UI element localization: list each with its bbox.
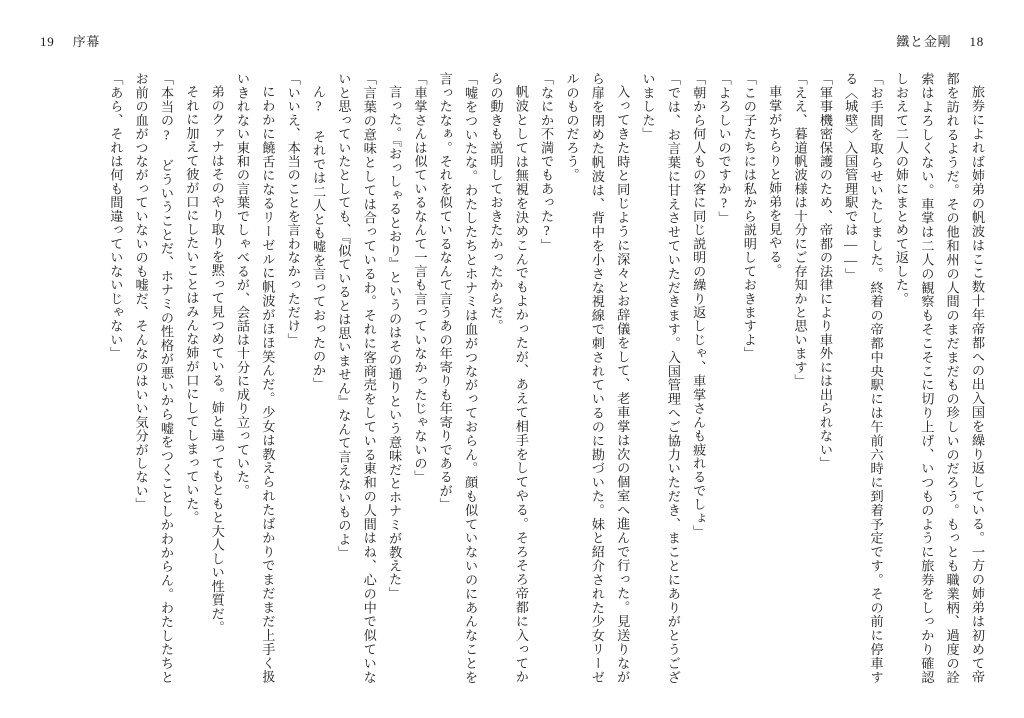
body-paragraph: 「いいえ、本当のことを言わなかっただけ」: [285, 72, 301, 347]
body-paragraph: 「では、お言葉に甘えさせていただきます。入国管理へご協力いただき、まことにありがとうございました」: [640, 72, 681, 684]
book-title: 鐵と金剛: [896, 34, 952, 49]
body-paragraph: 「朝から何人もの客に同じ説明の繰り返しじゃ、車掌さんも疲れるでしょ」: [691, 72, 707, 539]
page-body: [34, 72, 990, 684]
body-paragraph: 入ってきた時と同じように深々とお辞儀をして、老車掌は次の個室へ進んで行った。見送りながら扉を閉めた帆波は、背中を小さな視線で刺されているのに勘づいた。妹と紹介された少女リーゼルのものだろう。: [564, 72, 631, 684]
body-paragraph: ん? それでは二人とも嘘を言っておったのか」: [311, 85, 327, 391]
body-paragraph: 「よろしいのですか?」: [716, 72, 732, 225]
chapter-title: 序幕: [72, 34, 101, 49]
body-paragraph: 旅券によれば姉弟の帆波はここ数十年帝都への出入国を繰り返している。一方の姉弟は初めて帝都を訪れるようだ。その他和州の人間のまだまだもの珍しいのだろう。もっとも職業柄、過度の詮索はよろしくない。車掌は二人の観察もそこそこに切り上げ、いつものように旅券をしっかり確認しおえて二人の姉にまとめて返した。: [893, 72, 985, 684]
body-paragraph: 「嘘をついたな。わたしたちとホナミは血がつながっておらん。顔も似ていないのにあんなことを言ったなぁ。それを似ているなんて言うあの年寄りも年寄りであるが」: [437, 72, 479, 684]
page-number-right: 18: [969, 34, 984, 49]
body-paragraph: 弟のクァナはそのやり取りを黙って見つめている。姉と違ってもともと大人しい性質だ。: [209, 85, 225, 635]
page-number-left: 19: [40, 34, 55, 49]
running-head-left: [40, 32, 100, 52]
running-head: [0, 32, 1024, 52]
body-paragraph: 「あら、それは何も間違っていないじゃない」: [108, 72, 124, 361]
body-paragraph: 「本当の? どういうことだ、ホナミの性格が悪いから嘘をつくことしかわからん。わたしたちとお前の血がつながっていないのも嘘だ、そんなのはいい気分がしない」: [133, 72, 174, 684]
body-paragraph: 言った。『おっしゃるとおり』というのはその通りという意味だとホナミが教えた」: [387, 85, 403, 601]
body-paragraph: にわかに饒舌になるリーゼルに帆波がほほ笑んだ。少女は教えられたばかりでまだまだ上手く扱いきれない東和の言葉でしゃべるが、会話は十分に成り立っていた。: [235, 72, 276, 684]
running-head-right: [896, 32, 984, 52]
vertical-text-block: [34, 72, 990, 684]
body-paragraph: 「軍事機密保護のため、帝都の法律により車外には出られない」: [817, 72, 833, 471]
body-paragraph: それに加えて彼が口にしたいことはみんな姉が口にしてしまっていた。: [184, 85, 200, 525]
body-paragraph: 帆波としては無視を決めこんでもよかったが、あえて相手をしてやる。そろそろ帝都に入ってからの動きも説明しておきたかったからだ。: [488, 72, 529, 684]
body-paragraph: 「この子たちには私から説明しておきますよ」: [741, 72, 757, 361]
body-paragraph: 「車掌さんは似ているなんて一言も言っていなかったじゃないの」: [412, 72, 428, 484]
body-paragraph: 「なにか不満でもあった?」: [539, 72, 555, 253]
body-paragraph: 「お手間を取らせいたしました。終着の帝都中央駅には午前六時に到着予定です。その前に停車する〈城壁〉入国管理駅では――」: [843, 72, 884, 684]
body-paragraph: 「言葉の意味としては合っているわ。それに客商売をしている東和の人間はね、心の中で似ていないと思っていたとしても、『似ているとは思いません』なんて言えないものよ」: [336, 72, 377, 684]
body-paragraph: 「ええ、暮道帆波様は十分にご存知かと思います」: [792, 72, 808, 388]
body-paragraph: 車掌がちらりと姉弟を見やる。: [767, 85, 783, 278]
